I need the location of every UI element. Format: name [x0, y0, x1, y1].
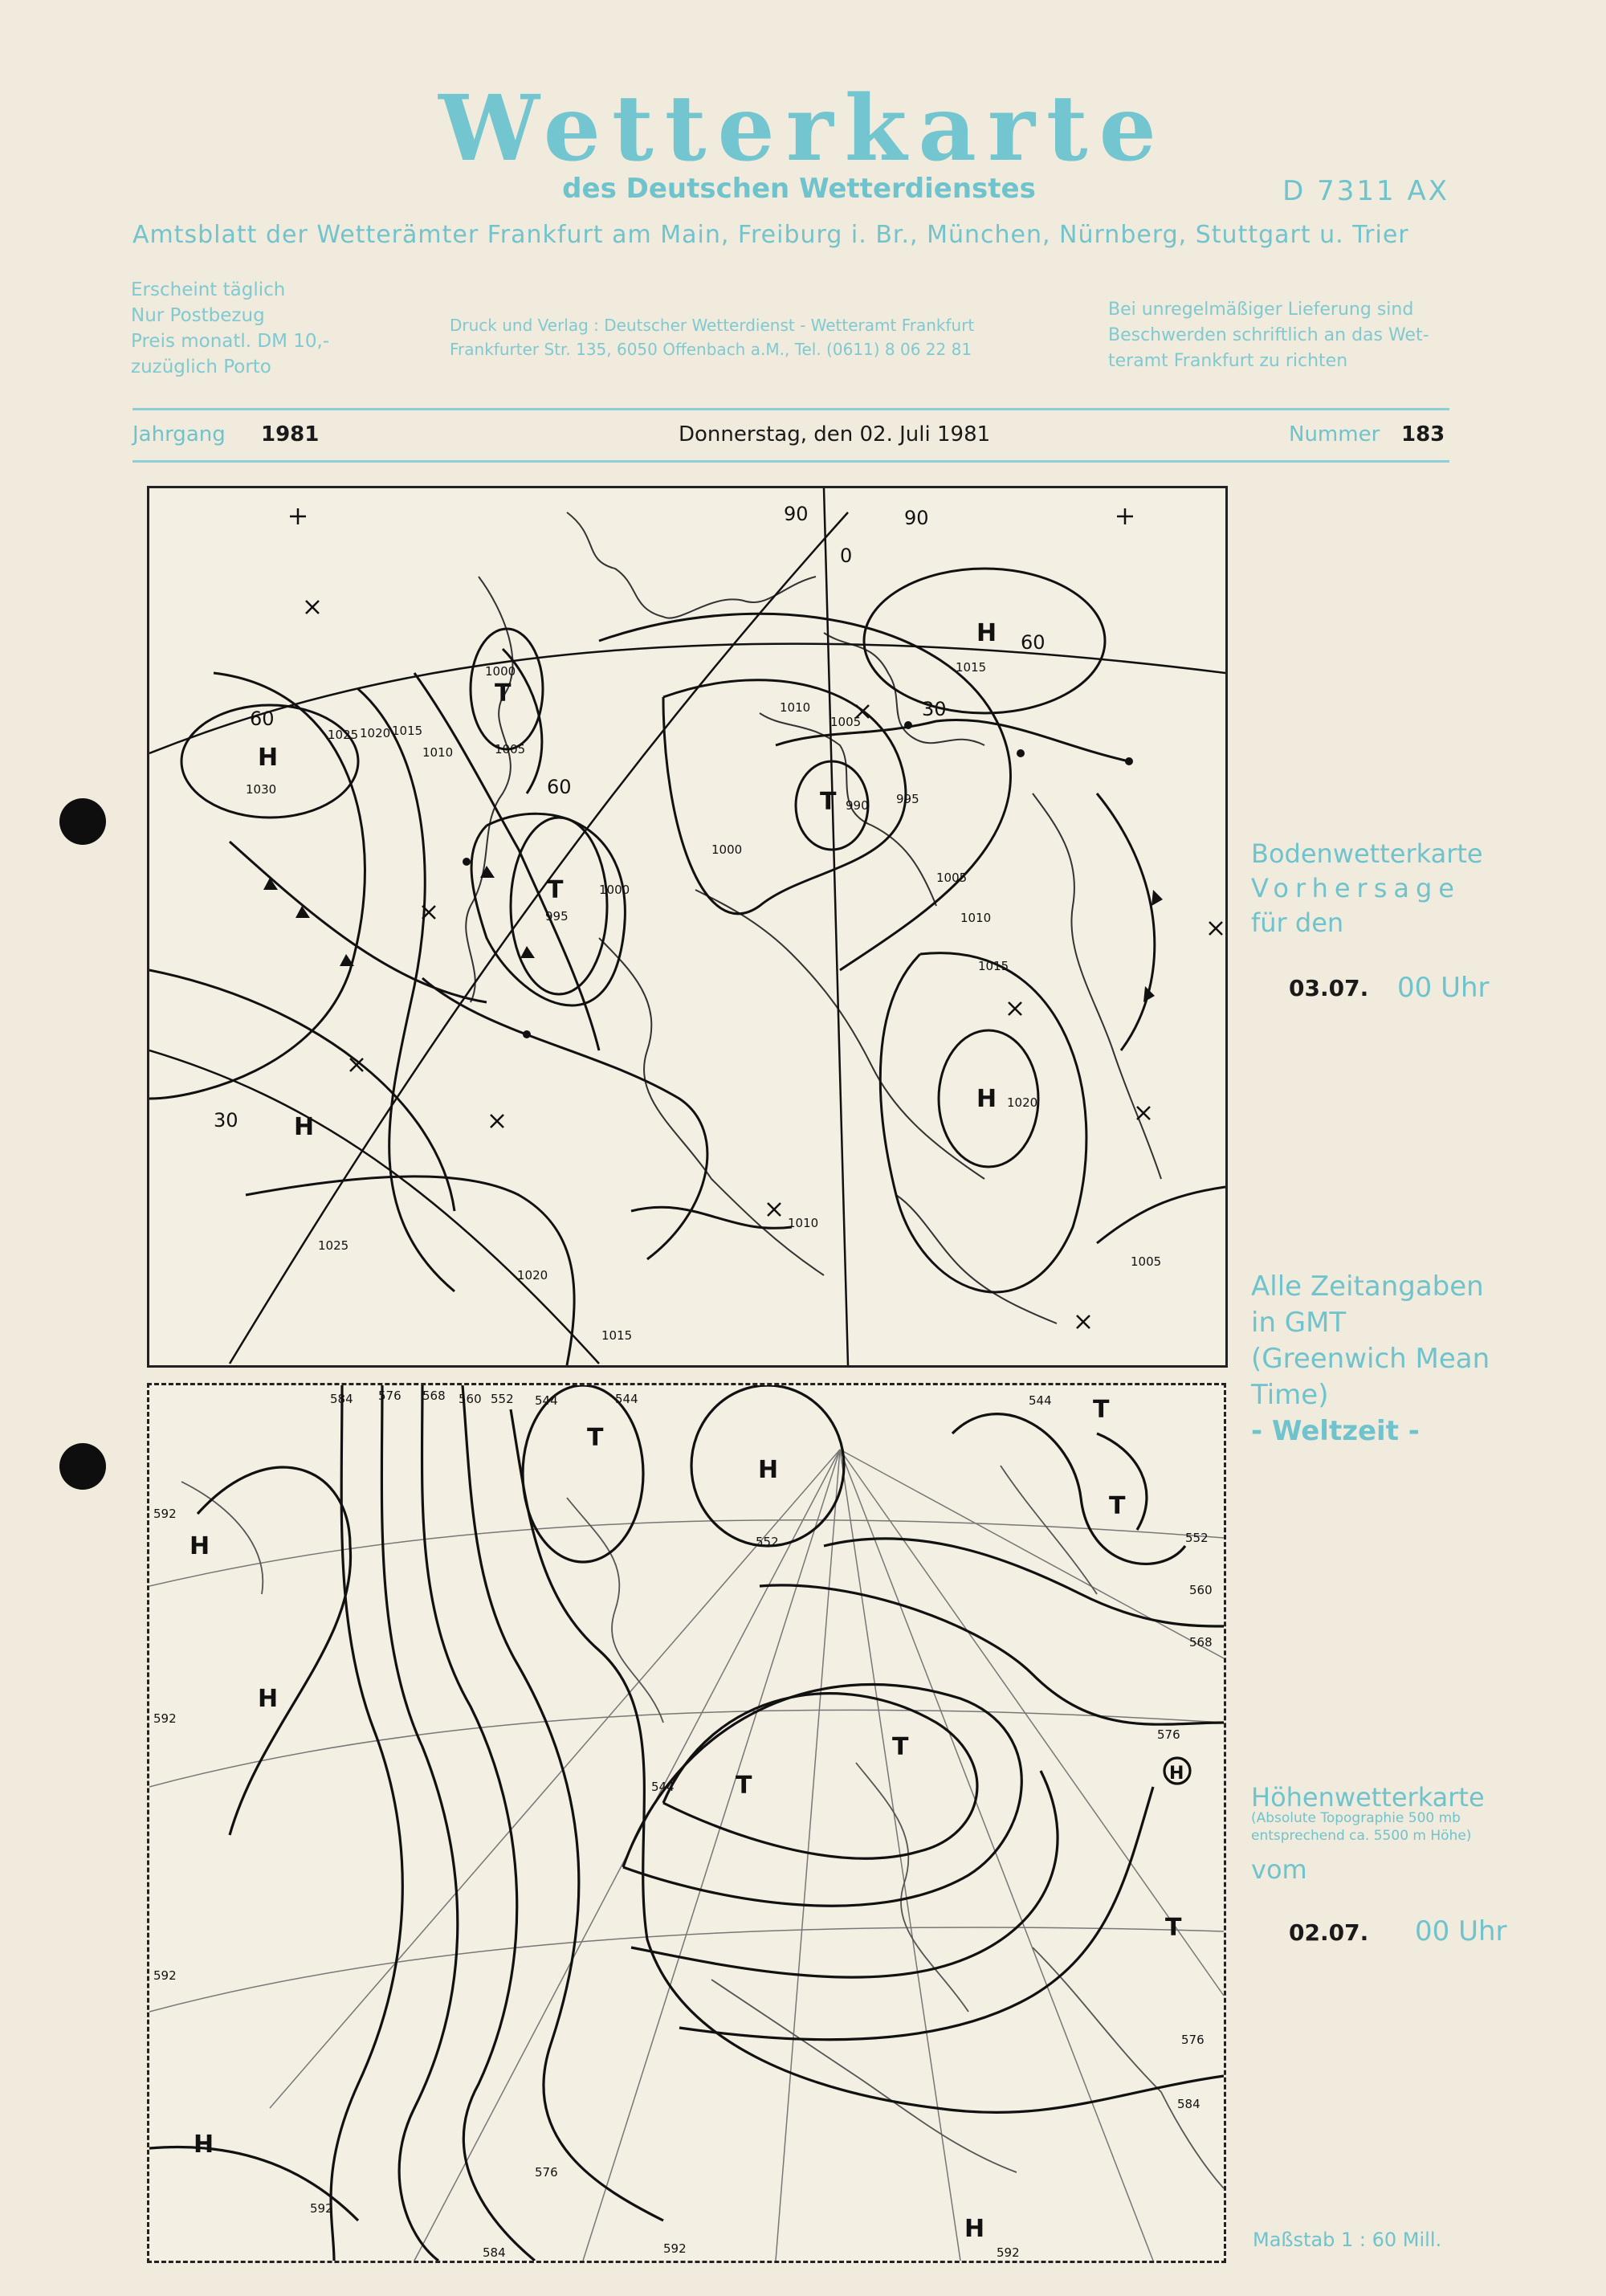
- masthead-title: Wetterkarte: [438, 76, 1168, 181]
- time-note-line: (Greenwich Mean: [1251, 1343, 1490, 1375]
- contour-label: 592: [997, 2245, 1020, 2260]
- high-label: H: [258, 1685, 279, 1713]
- time-note-line: Time): [1251, 1379, 1329, 1411]
- latitude-label: 60: [547, 776, 572, 798]
- contour-label: 576: [1181, 2033, 1204, 2047]
- time-note-line: in GMT: [1251, 1307, 1347, 1339]
- complaint-line: Bei unregelmäßiger Lieferung sind: [1108, 300, 1414, 320]
- surface-map-for-label: für den: [1251, 907, 1344, 938]
- contour-label: 576: [535, 2165, 558, 2180]
- jahrgang-value: 1981: [261, 422, 320, 447]
- isobar-label: 1025: [318, 1238, 349, 1253]
- punch-hole-top: [59, 798, 106, 845]
- low-pressure-label: T: [495, 679, 512, 708]
- isobar-label: 1025: [328, 728, 359, 742]
- isobar-label: 1015: [978, 959, 1009, 973]
- upper-air-map: [147, 1383, 1226, 2263]
- jahrgang-label: Jahrgang: [132, 422, 226, 447]
- contour-label: 576: [1157, 1727, 1180, 1742]
- longitude-label: 90: [904, 507, 929, 529]
- isobar-label: 1010: [780, 700, 811, 715]
- high-label: H: [964, 2215, 985, 2243]
- contour-label: 552: [756, 1535, 779, 1549]
- contour-label: 584: [1177, 2097, 1200, 2111]
- subscription-line: Erscheint täglich: [131, 279, 286, 300]
- isobar-label: 1010: [422, 745, 454, 760]
- isobar-label: 1000: [485, 664, 516, 679]
- isobar-label: 995: [545, 909, 569, 924]
- surface-map-date: 03.07.: [1289, 975, 1369, 1001]
- contour-label: 592: [153, 1711, 177, 1726]
- subscription-line: zuzüglich Porto: [131, 357, 271, 377]
- upper-map-vom: vom: [1251, 1854, 1307, 1885]
- complaint-line: Beschwerden schriftlich an das Wet-: [1108, 325, 1429, 345]
- upper-map-heading: Höhenwetterkarte: [1251, 1782, 1485, 1813]
- subscription-info: [131, 277, 329, 380]
- upper-map-subheading-line: (Absolute Topographie 500 mb: [1251, 1810, 1461, 1826]
- contour-label: 568: [422, 1389, 446, 1403]
- low-label: T: [1093, 1396, 1110, 1424]
- contour-label: 592: [663, 2241, 687, 2256]
- high-label: H: [194, 2131, 214, 2159]
- low-label: T: [587, 1424, 604, 1452]
- upper-map-subheading: [1251, 1809, 1471, 1845]
- high-label: H: [758, 1456, 779, 1484]
- contour-label: 560: [1189, 1583, 1213, 1597]
- isobar-label: 1030: [246, 782, 277, 797]
- low-label: T: [1165, 1914, 1182, 1942]
- upper-map-subheading-line: entsprechend ca. 5500 m Höhe): [1251, 1828, 1472, 1844]
- low-label: T: [736, 1772, 752, 1800]
- isobar-label: 1005: [1131, 1254, 1162, 1269]
- contour-label: 584: [483, 2245, 506, 2260]
- publisher-line: Frankfurter Str. 135, 6050 Offenbach a.M., Tel. (0611) 8 06 22 81: [450, 340, 972, 359]
- contour-label: 576: [378, 1389, 402, 1403]
- high-label: H: [190, 1532, 210, 1560]
- contour-label: 544: [651, 1780, 675, 1794]
- isobar-label: 1015: [956, 660, 987, 675]
- low-pressure-label: T: [820, 788, 837, 816]
- time-note: [1251, 1269, 1490, 1450]
- surface-weather-map: [147, 486, 1228, 1368]
- contour-label: 552: [491, 1392, 514, 1406]
- subscription-line: Nur Postbezug: [131, 305, 265, 326]
- high-pressure-label: H: [976, 619, 997, 647]
- surface-map-time: 00 Uhr: [1397, 972, 1490, 1004]
- issue-row: [132, 422, 1449, 455]
- isobar-label: 995: [896, 792, 919, 806]
- contour-label: 592: [310, 2201, 333, 2216]
- publication-code: D 7311 AX: [1282, 175, 1449, 207]
- upper-map-date: 02.07.: [1289, 1919, 1369, 1946]
- punch-hole-bottom: [59, 1443, 106, 1490]
- contour-label: 544: [615, 1392, 638, 1406]
- contour-label: 544: [535, 1393, 558, 1408]
- latitude-label: 30: [922, 698, 947, 720]
- isobar-label: 1010: [960, 911, 992, 925]
- high-pressure-label: H: [976, 1085, 997, 1113]
- masthead-subtitle: des Deutschen Wetterdienstes: [562, 173, 1036, 205]
- map-scale: Maßstab 1 : 60 Mill.: [1253, 2229, 1442, 2251]
- isobar-label: 1020: [360, 726, 391, 740]
- isobar-label: 1015: [601, 1328, 633, 1343]
- nummer-value: 183: [1401, 422, 1445, 447]
- surface-map-heading: Bodenwetterkarte: [1251, 838, 1483, 869]
- surface-map-forecast-label: Vorhersage: [1251, 873, 1461, 903]
- isobar-label: 1005: [936, 871, 968, 885]
- low-pressure-label: T: [547, 876, 564, 904]
- amtsblatt-line: Amtsblatt der Wetterämter Frankfurt am Main, Freiburg i. Br., München, Nürnberg, Stuttgart u. Trier: [132, 221, 1409, 249]
- longitude-label: 0: [840, 544, 853, 567]
- publisher-line: Druck und Verlag : Deutscher Wetterdienst - Wetteramt Frankfurt: [450, 316, 975, 335]
- complaint-line: teramt Frankfurt zu richten: [1108, 351, 1348, 371]
- high-pressure-label: H: [294, 1113, 315, 1141]
- latitude-label: 30: [214, 1109, 238, 1132]
- isobar-label: 1005: [830, 715, 862, 729]
- low-label: T: [892, 1733, 909, 1761]
- contour-label: 568: [1189, 1635, 1213, 1650]
- contour-label: 584: [330, 1392, 353, 1406]
- publisher-info: [450, 313, 974, 361]
- complaint-info: [1108, 297, 1429, 374]
- time-note-line: Alle Zeitangaben: [1251, 1270, 1484, 1303]
- isobar-label: 1015: [392, 724, 423, 738]
- contour-label: 592: [153, 1968, 177, 1983]
- high-pressure-label: H: [258, 744, 279, 772]
- header-rule-bottom: [132, 460, 1449, 463]
- latitude-label: 60: [250, 708, 275, 730]
- isobar-label: 1010: [788, 1216, 819, 1230]
- high-label: H: [1169, 1764, 1184, 1784]
- isobar-label: 1020: [1007, 1095, 1038, 1110]
- issue-date: Donnerstag, den 02. Juli 1981: [679, 422, 991, 447]
- low-label: T: [1109, 1492, 1126, 1520]
- contour-label: 544: [1029, 1393, 1052, 1408]
- contour-label: 592: [153, 1507, 177, 1521]
- header-rule-top: [132, 408, 1449, 410]
- nummer-label: Nummer: [1289, 422, 1380, 447]
- time-note-line: - Weltzeit -: [1251, 1415, 1420, 1447]
- longitude-label: 90: [784, 503, 809, 525]
- contour-label: 552: [1185, 1531, 1209, 1545]
- latitude-label: 60: [1021, 631, 1046, 654]
- isobar-label: 1000: [711, 842, 743, 857]
- isobar-label: 1020: [517, 1268, 548, 1283]
- subscription-line: Preis monatl. DM 10,-: [131, 331, 330, 352]
- isobar-label: 1000: [599, 883, 630, 897]
- isobar-label: 1005: [495, 742, 526, 756]
- isobar-label: 990: [846, 798, 869, 813]
- upper-map-time: 00 Uhr: [1415, 1915, 1507, 1947]
- contour-label: 560: [459, 1392, 482, 1406]
